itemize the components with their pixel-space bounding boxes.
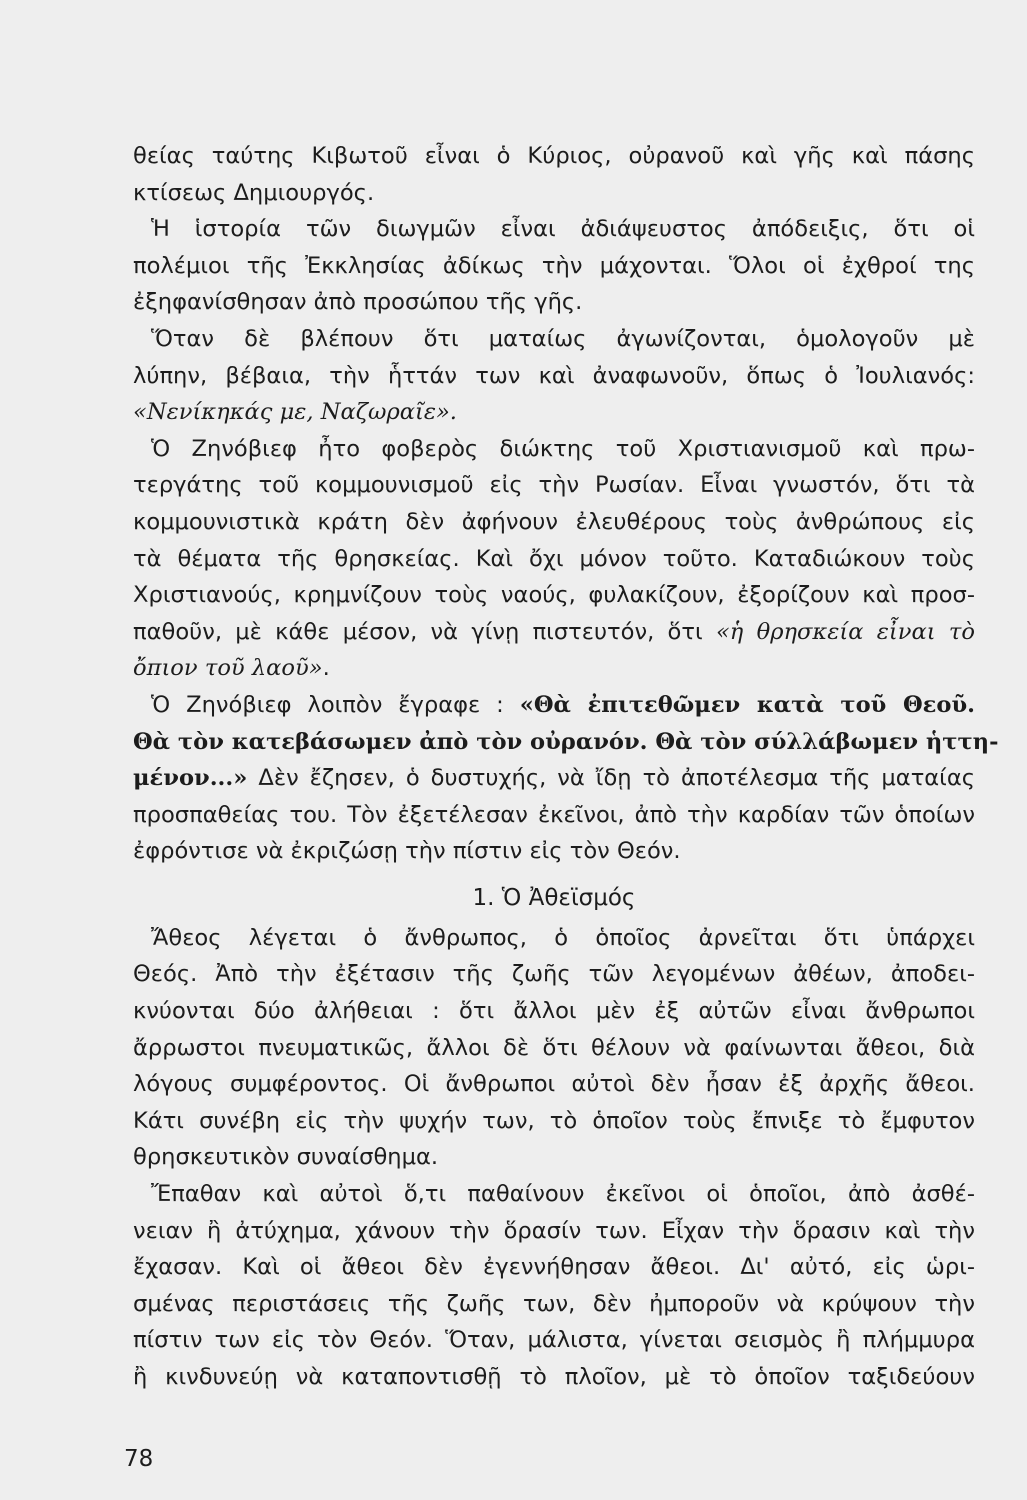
page-number: 78 [124, 1446, 154, 1472]
text-line: κτίσεως Δημιουργός. [133, 179, 375, 206]
text-segment: Ὁ Ζηνόβιεφ λοιπὸν ἔγραφε : [151, 691, 504, 718]
section-heading: 1. Ὁ Ἀθεϊσμός [472, 884, 636, 911]
zinoviev-quote-line: Θὰ τὸν κατεβάσωμεν ἀπὸ τὸν οὐρανόν. Θὰ τὸν σύλλάβωμεν ἡττη- [133, 728, 999, 755]
text-segment: Δὲν ἔζησεν, ὁ δυστυχής, νὰ ἴδῃ τὸ ἀποτέλεσμα τῆς ματαίας [258, 765, 975, 792]
text-line: νειαν ἢ ἀτύχημα, χάνουν τὴν ὅρασίν των. Εἶχαν τὴν ὅρασιν καὶ τὴν [133, 1217, 975, 1244]
text-line: προσπαθείας του. Τὸν ἐξετέλεσαν ἐκεῖνοι, ἀπὸ τὴν καρδίαν τῶν ὁποίων [133, 801, 975, 828]
text-line: ἔχασαν. Καὶ οἱ ἄθεοι δὲν ἐγεννήθησαν ἄθεοι. Δι' αὐτό, εἰς ὡρι- [133, 1254, 975, 1281]
text-line: ἐξηφανίσθησαν ἀπὸ προσώπου τῆς γῆς. [133, 289, 583, 316]
text-line: θρησκευτικὸν συναίσθημα. [133, 1144, 439, 1171]
text-line: θείας ταύτης Κιβωτοῦ εἶναι ὁ Κύριος, οὐρανοῦ καὶ γῆς καὶ πάσης [133, 143, 975, 169]
text-line [133, 760, 975, 797]
text-line: Θεός. Ἀπὸ τὴν ἐξέτασιν τῆς ζωῆς τῶν λεγομένων ἀθέων, ἀποδει- [133, 961, 975, 988]
text-line: σμένας περιστάσεις τῆς ζωῆς των, δὲν ἠμποροῦν νὰ κρύψουν τὴν [133, 1290, 975, 1317]
text-line: Ὅταν δὲ βλέπουν ὅτι ματαίως ἀγωνίζονται, ὁμολογοῦν μὲ [151, 325, 975, 352]
text-line [133, 614, 975, 651]
text-line: κνύονται δύο ἀλήθειαι : ὅτι ἄλλοι μὲν ἐξ αὐτῶν εἶναι ἄνθρωποι [133, 998, 975, 1025]
text-segment: . [322, 655, 330, 682]
text-segment: παθοῦν, μὲ κάθε μέσον, νὰ γίνῃ πιστευτόν, ὅτι [133, 618, 703, 645]
text-line: τεργάτης τοῦ κομμουνισμοῦ εἰς τὴν Ρωσίαν. Εἶναι γνωστόν, ὅτι τὰ [133, 472, 975, 499]
text-line: πολέμιοι τῆς Ἐκκλησίας ἀδίκως τὴν μάχονται. Ὅλοι οἱ ἐχθροί της [133, 252, 975, 279]
zinoviev-quote: «Θὰ ἐπιτεθῶμεν κατὰ τοῦ Θεοῦ. [519, 691, 976, 718]
text-line: ἄρρωστοι πνευματικῶς, ἄλλοι δὲ ὅτι θέλουν νὰ φαίνωνται ἄθεοι, διὰ [133, 1034, 975, 1061]
page-body [133, 138, 999, 1396]
text-line [133, 687, 975, 724]
text-line: Ὁ Ζηνόβιεφ ἦτο φοβερὸς διώκτης τοῦ Χριστιανισμοῦ καὶ πρω- [151, 435, 975, 462]
text-line [133, 650, 975, 687]
text-line: Κάτι συνέβη εἰς τὴν ψυχήν των, τὸ ὁποῖον τοὺς ἔπνιξε τὸ ἔμφυτον [133, 1107, 975, 1134]
text-line: ἐφρόντισε νὰ ἐκριζώσῃ τὴν πίστιν εἰς τὸν Θεόν. [133, 838, 681, 865]
zinoviev-quote-end: μένον...» [133, 765, 248, 792]
text-line: λόγους συμφέροντος. Οἱ ἄνθρωποι αὐτοὶ δὲν ἦσαν ἐξ ἀρχῆς ἄθεοι. [133, 1071, 975, 1098]
text-line: λύπην, βέβαια, τὴν ἧττάν των καὶ ἀναφωνοῦν, ὅπως ὁ Ἰουλιανός: [133, 362, 975, 389]
text-line: Ἡ ἱστορία τῶν διωγμῶν εἶναι ἀδιάψευστος ἀπόδειξις, ὅτι οἱ [151, 216, 975, 243]
text-line: Ἔπαθαν καὶ αὐτοὶ ὅ,τι παθαίνουν ἐκεῖνοι οἱ ὁποῖοι, ἀπὸ ἀσθέ- [151, 1181, 975, 1208]
opium-quote: «ἡ θρησκεία εἶναι τὸ [715, 618, 975, 645]
text-line: Ἄθεος λέγεται ὁ ἄνθρωπος, ὁ ὁποῖος ἀρνεῖται ὅτι ὑπάρχει [151, 924, 975, 951]
text-line: Χριστιανούς, κρημνίζουν τοὺς ναούς, φυλακίζουν, ἐξορίζουν καὶ προσ- [133, 582, 975, 609]
text-line: τὰ θέματα τῆς θρησκείας. Καὶ ὄχι μόνον τοῦτο. Καταδιώκουν τοὺς [133, 545, 975, 572]
text-line: ἢ κινδυνεύῃ νὰ καταποντισθῇ τὸ πλοῖον, μὲ τὸ ὁποῖον ταξιδεύουν [133, 1364, 975, 1390]
text-line: κομμουνιστικὰ κράτη δὲν ἀφήνουν ἐλευθέρους τοὺς ἀνθρώπους εἰς [133, 508, 975, 535]
julian-quote: «Νενίκηκάς με, Ναζωραῖε». [133, 399, 457, 426]
opium-quote-end: ὄπιον τοῦ λαοῦ» [133, 655, 323, 682]
text-line: πίστιν των εἰς τὸν Θεόν. Ὅταν, μάλιστα, γίνεται σεισμὸς ἢ πλήμμυρα [133, 1327, 975, 1354]
